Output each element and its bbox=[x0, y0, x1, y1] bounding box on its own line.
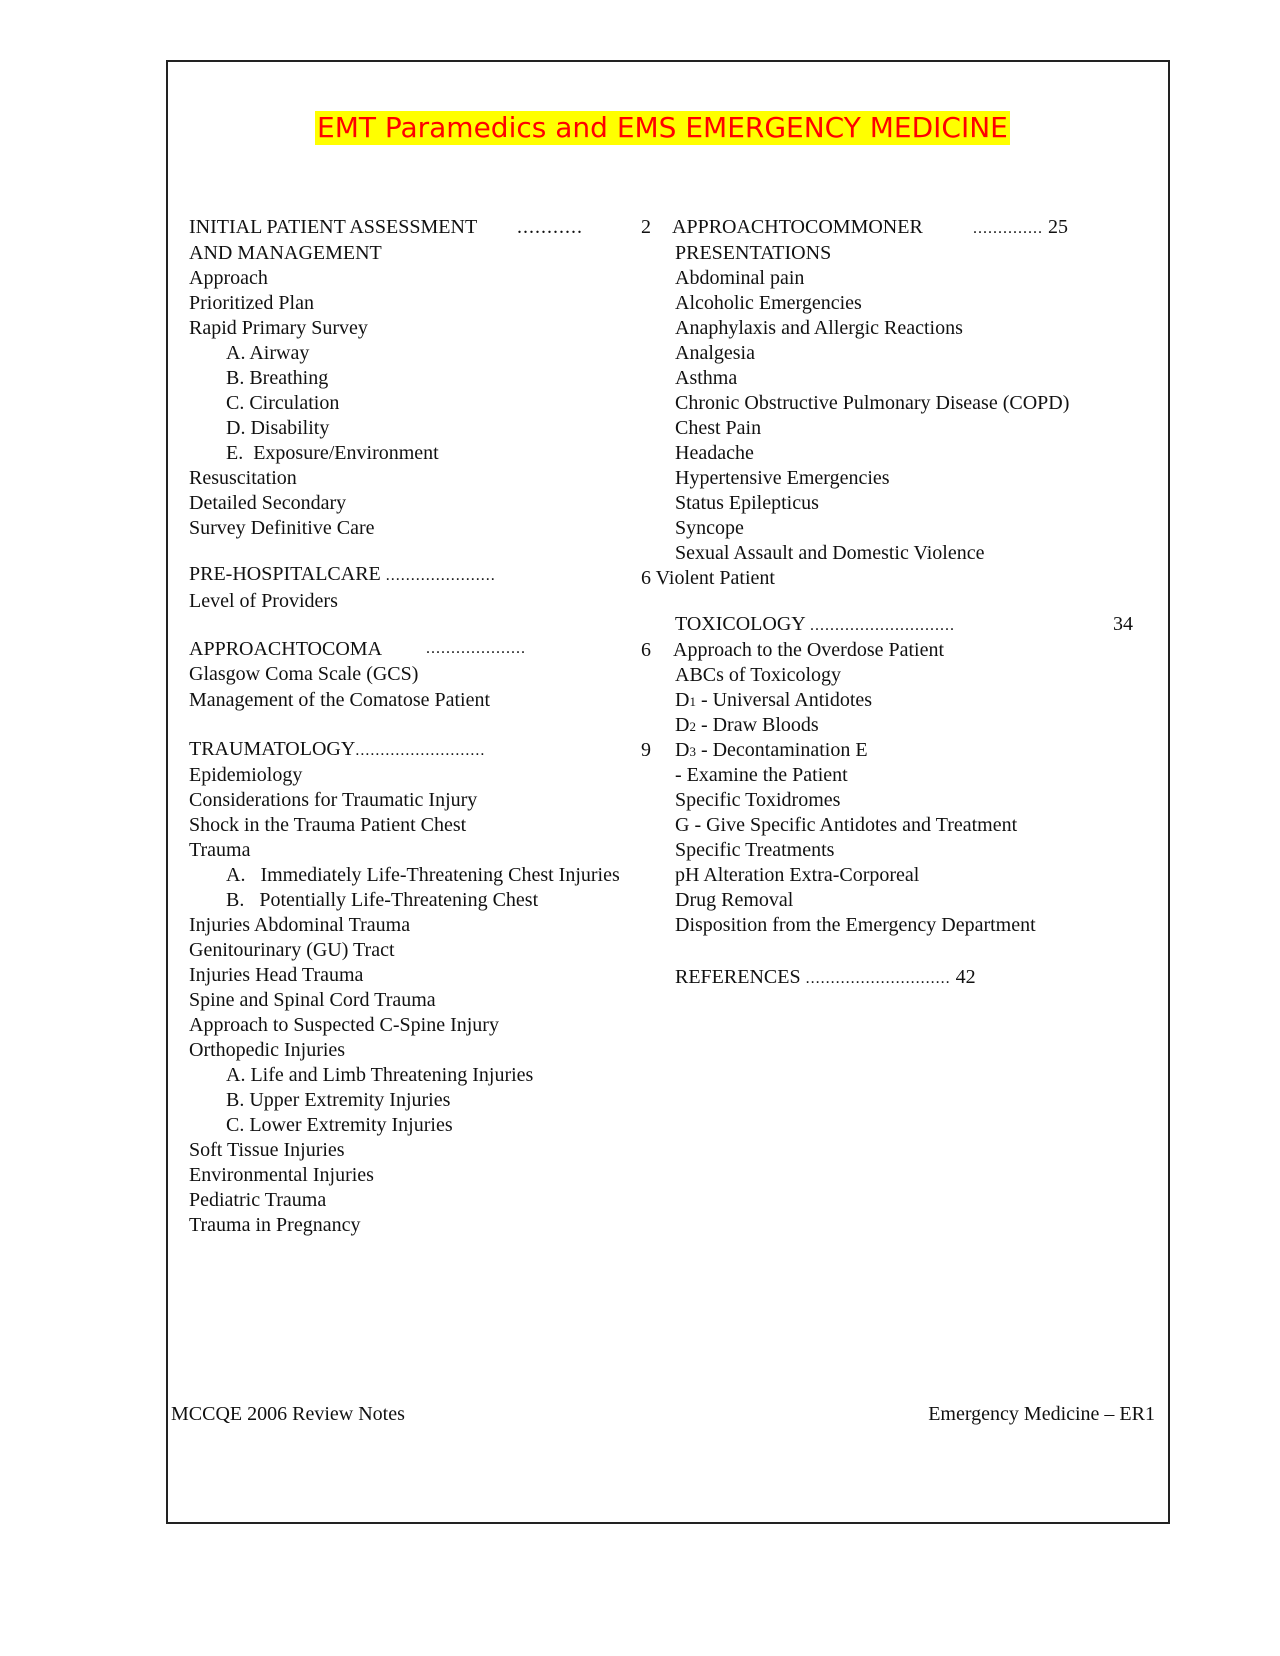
toc-item: Alcoholic Emergencies bbox=[675, 292, 862, 314]
toc-item: Level of Providers bbox=[189, 590, 338, 612]
toc-subitem: C. Lower Extremity Injuries bbox=[226, 1114, 453, 1136]
toc-item: Trauma bbox=[189, 839, 251, 861]
toc-heading-common-presentations-line2: PRESENTATIONS bbox=[675, 242, 832, 264]
toc-item: Chronic Obstructive Pulmonary Disease (COPD) bbox=[675, 392, 1070, 414]
toc-dots-initial: ........... bbox=[517, 216, 583, 238]
toc-item: Chest Pain bbox=[675, 417, 762, 439]
toc-item: Prioritized Plan bbox=[189, 292, 314, 314]
toc-item: Considerations for Traumatic Injury bbox=[189, 789, 478, 811]
toc-subitem: D. Disability bbox=[226, 417, 330, 439]
toc-dots-tox: ............................. bbox=[810, 617, 955, 634]
toc-item: Soft Tissue Injuries bbox=[189, 1139, 345, 1161]
toc-item: Headache bbox=[675, 442, 754, 464]
toc-page-number: 42 bbox=[955, 966, 976, 988]
toc-item: D1 - Universal Antidotes bbox=[675, 689, 873, 711]
toc-dots-prehospital: ...................... bbox=[385, 567, 496, 584]
toc-item: pH Alteration Extra-Corporeal bbox=[675, 864, 920, 886]
toc-heading-initial-assessment: INITIAL PATIENT ASSESSMENT bbox=[189, 216, 478, 238]
toc-dots-references: ............................. bbox=[805, 970, 951, 987]
toc-subitem: A. Life and Limb Threatening Injuries bbox=[226, 1064, 534, 1086]
toc-subitem: B. Breathing bbox=[226, 367, 329, 389]
toc-page-number: 2 bbox=[641, 216, 651, 238]
toc-item: Injuries Head Trauma bbox=[189, 964, 364, 986]
toc-item: Abdominal pain bbox=[675, 267, 805, 289]
toc-item: Orthopedic Injuries bbox=[189, 1039, 346, 1061]
toc-heading-initial-assessment-line2: AND MANAGEMENT bbox=[189, 242, 382, 264]
toc-item: Syncope bbox=[675, 517, 744, 539]
toc-page-number: 25 bbox=[1048, 216, 1068, 238]
toc-dots-common: .............. bbox=[973, 220, 1043, 237]
toc-heading-prehospital: PRE-HOSPITALCARE ...................... bbox=[189, 563, 496, 585]
toc-page-number: 6 bbox=[641, 639, 651, 661]
toc-item: Shock in the Trauma Patient Chest bbox=[189, 814, 467, 836]
toc-item: Management of the Comatose Patient bbox=[189, 689, 491, 711]
footer-right: Emergency Medicine – ER1 bbox=[928, 1403, 1155, 1425]
toc-item: Spine and Spinal Cord Trauma bbox=[189, 989, 436, 1011]
toc-item: G - Give Specific Antidotes and Treatment bbox=[675, 814, 1018, 836]
toc-item: D3 - Decontamination E bbox=[675, 739, 868, 761]
toc-item: Rapid Primary Survey bbox=[189, 317, 368, 339]
toc-heading-references: REFERENCES ............................. 42 bbox=[675, 966, 976, 988]
toc-subitem: B. Upper Extremity Injuries bbox=[226, 1089, 451, 1111]
toc-subitem: C. Circulation bbox=[226, 392, 340, 414]
toc-page-number: 9 bbox=[641, 739, 651, 761]
toc-heading-common-presentations: APPROACHTOCOMMONER bbox=[672, 216, 923, 238]
toc-item: Approach to the Overdose Patient bbox=[673, 639, 945, 661]
toc-heading-toxicology: TOXICOLOGY ............................. bbox=[675, 613, 955, 635]
toc-subitem: E. Exposure/Environment bbox=[226, 442, 439, 464]
toc-item: Resuscitation bbox=[189, 467, 297, 489]
toc-item: Analgesia bbox=[675, 342, 755, 364]
toc-page-number: 34 bbox=[1113, 613, 1133, 635]
toc-item: Approach bbox=[189, 267, 268, 289]
toc-item: Trauma in Pregnancy bbox=[189, 1214, 361, 1236]
toc-item: Detailed Secondary bbox=[189, 492, 347, 514]
footer-left: MCCQE 2006 Review Notes bbox=[171, 1403, 405, 1425]
toc-item: D2 - Draw Bloods bbox=[675, 714, 819, 736]
toc-item: Genitourinary (GU) Tract bbox=[189, 939, 395, 961]
toc-item: Sexual Assault and Domestic Violence bbox=[675, 542, 985, 564]
toc-item: - Examine the Patient bbox=[675, 764, 848, 786]
toc-item: Environmental Injuries bbox=[189, 1164, 374, 1186]
document-title: EMT Paramedics and EMS EMERGENCY MEDICINE bbox=[317, 111, 1008, 144]
toc-item: ABCs of Toxicology bbox=[675, 664, 842, 686]
toc-item: Epidemiology bbox=[189, 764, 303, 786]
toc-subitem: B. Potentially Life-Threatening Chest bbox=[226, 889, 539, 911]
toc-item: Injuries Abdominal Trauma bbox=[189, 914, 411, 936]
toc-item: Survey Definitive Care bbox=[189, 517, 375, 539]
toc-item: Pediatric Trauma bbox=[189, 1189, 327, 1211]
toc-item: Drug Removal bbox=[675, 889, 794, 911]
toc-entry-page-common bbox=[973, 215, 1068, 241]
toc-dots-coma: .................... bbox=[426, 640, 526, 657]
toc-item: Approach to Suspected C-Spine Injury bbox=[189, 1014, 499, 1036]
toc-item: 6 Violent Patient bbox=[641, 567, 775, 589]
toc-item: Glasgow Coma Scale (GCS) bbox=[189, 663, 419, 685]
toc-item: Asthma bbox=[675, 367, 738, 389]
toc-item: Hypertensive Emergencies bbox=[675, 467, 890, 489]
toc-item: Specific Toxidromes bbox=[675, 789, 841, 811]
toc-item: Anaphylaxis and Allergic Reactions bbox=[675, 317, 963, 339]
toc-dots-trauma: .......................... bbox=[355, 742, 486, 759]
toc-subitem: A. Airway bbox=[226, 342, 310, 364]
toc-item: Status Epilepticus bbox=[675, 492, 819, 514]
toc-heading-coma: APPROACHTOCOMA bbox=[189, 638, 383, 660]
toc-item: Disposition from the Emergency Department bbox=[675, 914, 1036, 936]
toc-item: Specific Treatments bbox=[675, 839, 835, 861]
toc-heading-traumatology: TRAUMATOLOGY.......................... bbox=[189, 738, 486, 760]
toc-subitem: A. Immediately Life-Threatening Chest Injuries bbox=[226, 864, 620, 886]
